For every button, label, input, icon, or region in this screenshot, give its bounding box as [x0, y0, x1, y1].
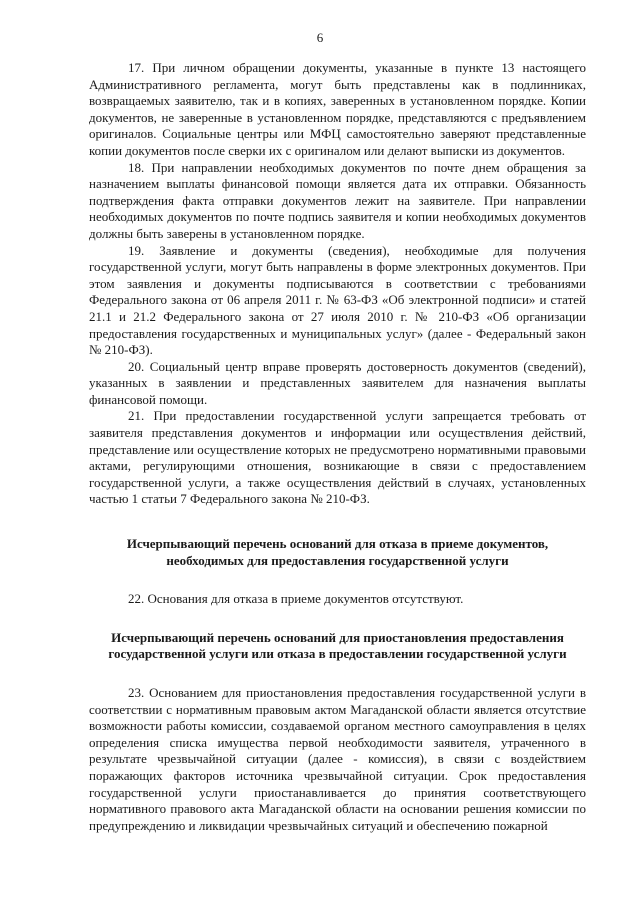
section-heading-refusal-reception [89, 536, 586, 569]
paragraph-18: 18. При направлении необходимых документов по почте днем обращения за назначением выплаты финансовой помощи является дата их отправки. Обязанность подтверждения факта отправки документов лежит на заявителе. При направлении необходимых документов по почте подпись заявителя и копии необходимых документов должны быть заверены в установленном порядке. [89, 159, 586, 241]
heading-line: государственной услуги или отказа в предоставлении государственной услуги [108, 646, 567, 662]
paragraph-19: 19. Заявление и документы (сведения), необходимые для получения государственной услуги, могут быть направлены в форме электронных документов. При этом заявления и документы подписываются в соответствии с требованиями Федерального закона от 06 апреля 2011 г. № 63-ФЗ «Об электронной подписи» и статей 21.1 и 21.2 Федерального закона от 27 июля 2010 г. № 210-ФЗ «Об организации предоставления государственных и муниципальных услуг» (далее - Федеральный закон № 210-ФЗ). [89, 242, 586, 358]
paragraph-17: 17. При личном обращении документы, указанные в пункте 13 настоящего Административного регламента, могут быть представлены как в подлинниках, возвращаемых заявителю, так и в копиях, заверенных в установленном порядке. Копии документов, не заверенные в установленном порядке, представляются с предъявлением оригиналов. Социальные центры или МФЦ самостоятельно заверяют представленные копии документов после сверки их с оригиналом или делают выписки из документов. [89, 60, 586, 158]
paragraph-20: 20. Социальный центр вправе проверять достоверность документов (сведений), указанных в заявлении и представленных заявителем для назначения выплаты финансовой помощи. [89, 358, 586, 407]
paragraph-23: 23. Основанием для приостановления предоставления государственной услуги в соответствии с нормативным правовым актом Магаданской области является отсутствие возможности работы комиссии, создаваемой органом местного самоуправления в целях определения списка имущества первой необходимости заявителя, утраченного в результате чрезвычайной ситуации (далее - комиссия), в связи с воздействием поражающих факторов источника чрезвычайной ситуации. Срок предоставления государственной услуги приостанавливается до принятия соответствующего нормативного правового акта Магаданской области на основании решения комиссии по предупреждению и ликвидации чрезвычайных ситуаций и обеспечению пожарной [89, 685, 586, 833]
page-number: 6 [316, 30, 324, 45]
heading-line: необходимых для предоставления государственной услуги [166, 552, 509, 568]
heading-line: Исчерпывающий перечень оснований для отказа в приеме документов, [126, 536, 549, 552]
paragraph-22: 22. Основания для отказа в приеме документов отсутствуют. [128, 591, 464, 607]
paragraph-21: 21. При предоставлении государственной услуги запрещается требовать от заявителя представления документов и информации или осуществления действий, представление или осуществление которых не предусмотрено нормативными правовыми актами, регулирующими отношения, возникающие в связи с предоставлением государственной услуги, а также осуществления действий в случаях, установленных частью 1 статьи 7 Федерального закона № 210-ФЗ. [89, 408, 586, 507]
heading-line: Исчерпывающий перечень оснований для приостановления предоставления [111, 629, 564, 645]
section-heading-suspension [89, 630, 586, 663]
document-body [89, 60, 586, 834]
